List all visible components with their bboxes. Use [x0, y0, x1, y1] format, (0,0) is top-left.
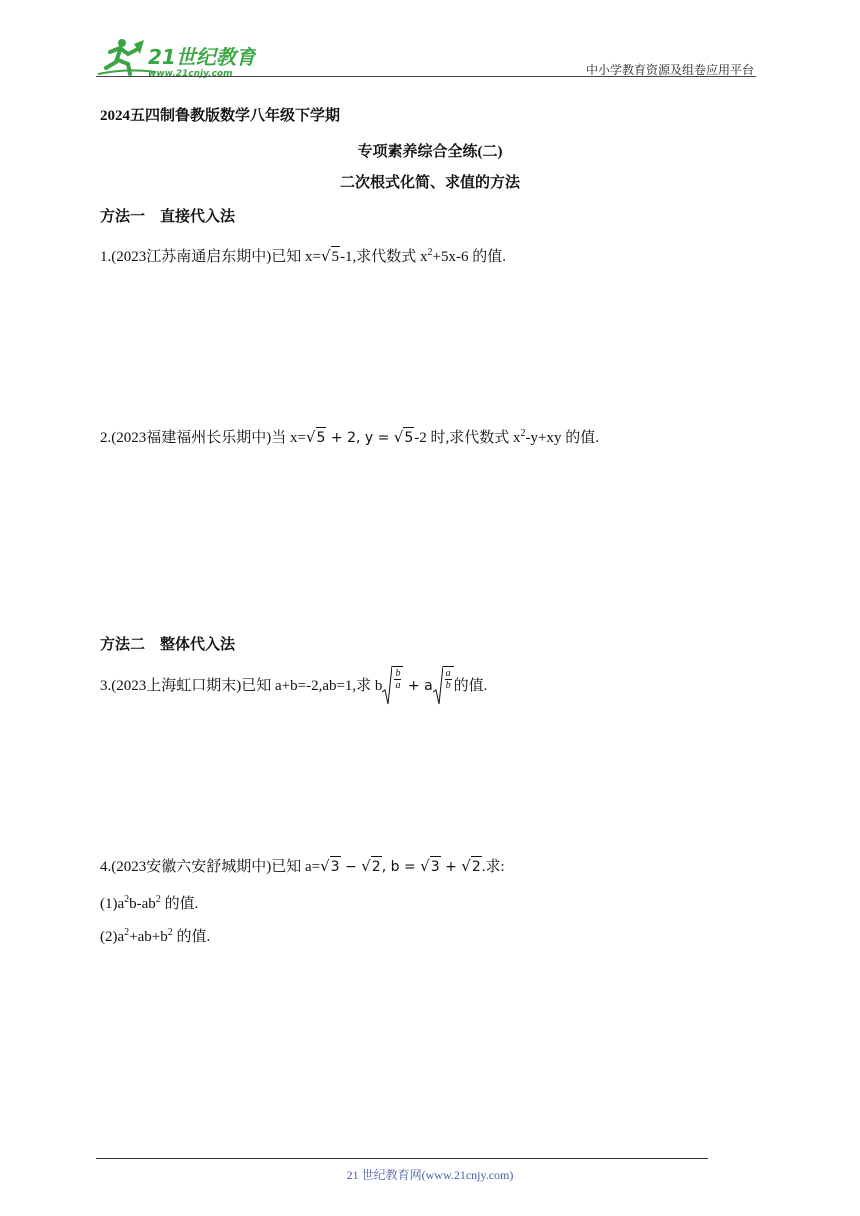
fraction-a-over-b	[443, 666, 454, 691]
q2-radicand-1: 5	[316, 427, 327, 448]
q3-text-tail: 的值.	[453, 678, 488, 694]
sqrt-symbol: √ 2	[461, 857, 481, 875]
q3-frac1-den: a	[395, 680, 401, 691]
section-heading-method-2: 方法二 整体代入法	[100, 637, 236, 653]
q1-text-prefix: 1.(2023江苏南通启东期中)已知 x=	[100, 249, 321, 265]
q4-radicand-1: 3	[330, 856, 341, 877]
q3-frac1-num: b	[395, 668, 401, 679]
sqrt-symbol: √ 5	[320, 247, 340, 265]
q1-radicand: 5	[331, 246, 341, 267]
q4-p1-exp2: 2	[155, 894, 161, 905]
q4-p2-exp1: 2	[124, 927, 130, 938]
footer-divider	[96, 1158, 708, 1159]
q2-radicand-2: 5	[403, 427, 414, 448]
q1-text-mid: -1,求代数式 x	[340, 249, 428, 265]
platform-label: 中小学教育资源及组卷应用平台	[585, 63, 754, 77]
q4-p1-b: b-ab	[129, 896, 156, 912]
q3-frac2-num: a	[445, 668, 451, 679]
sqrt-symbol: √ 2	[361, 857, 381, 875]
q2-text-tail-2: -y+xy 的值.	[525, 430, 599, 446]
sqrt-symbol: √ 3	[320, 857, 340, 875]
q2-text-tail: -2 时,求代数式 x	[414, 430, 521, 446]
q4-p1-a: (1)a	[100, 896, 125, 912]
sqrt-symbol	[433, 666, 454, 706]
sqrt-symbol: √ 5	[305, 428, 326, 446]
q3-text-prefix: 3.(2023上海虹口期末)已知 a+b=-2,ab=1,求 b	[100, 678, 383, 694]
sqrt-symbol: √ 3	[420, 857, 440, 875]
question-2	[100, 427, 599, 448]
q4-radicand-3: 3	[430, 856, 441, 877]
q4-text-mid: , b =	[381, 859, 421, 875]
doc-title: 专项素养综合全练(二)	[357, 144, 503, 160]
q4-p2-exp2: 2	[167, 927, 173, 938]
q3-frac2-den: b	[445, 680, 451, 691]
logo-text: 21世纪教育	[148, 45, 256, 69]
q4-p2-a: (2)a	[100, 929, 125, 945]
q4-p2-tail: 的值.	[172, 929, 211, 945]
question-3	[100, 664, 487, 708]
q2-text-mid: + 2, y =	[326, 430, 394, 446]
q4-text-prefix: 4.(2023安徽六安舒城期中)已知 a=	[100, 859, 321, 875]
section-heading-method-1: 方法一 直接代入法	[100, 209, 236, 225]
q1-exponent: 2	[427, 247, 433, 258]
fraction-b-over-a	[392, 666, 403, 691]
sqrt-symbol: √ 5	[393, 428, 414, 446]
q2-exponent: 2	[520, 428, 526, 439]
q4-p1-exp1: 2	[124, 894, 130, 905]
doc-subtitle: 二次根式化简、求值的方法	[339, 175, 520, 191]
q2-text-prefix: 2.(2023福建福州长乐期中)当 x=	[100, 430, 306, 446]
question-4-part-1	[100, 894, 198, 914]
q4-radicand-2: 2	[371, 856, 382, 877]
q4-plus: +	[440, 859, 462, 875]
question-1	[100, 246, 506, 267]
question-4-part-2	[100, 927, 210, 947]
q4-p2-b: +ab+b	[129, 929, 168, 945]
q4-p1-tail: 的值.	[160, 896, 199, 912]
q3-plus-a: + a	[403, 678, 433, 694]
series-title: 2024五四制鲁教版数学八年级下学期	[100, 108, 341, 124]
q1-text-tail: +5x-6 的值.	[432, 249, 506, 265]
q4-text-tail: .求:	[481, 859, 505, 875]
q4-radicand-4: 2	[471, 856, 482, 877]
sqrt-symbol	[382, 666, 403, 706]
site-logo	[96, 34, 256, 78]
q4-minus: −	[340, 859, 362, 875]
logo-url: www.21cnjy.com	[148, 69, 233, 78]
question-4	[100, 856, 505, 877]
header-divider	[96, 76, 756, 77]
footer-link[interactable]: 21 世纪教育网(www.21cnjy.com)	[346, 1168, 514, 1182]
